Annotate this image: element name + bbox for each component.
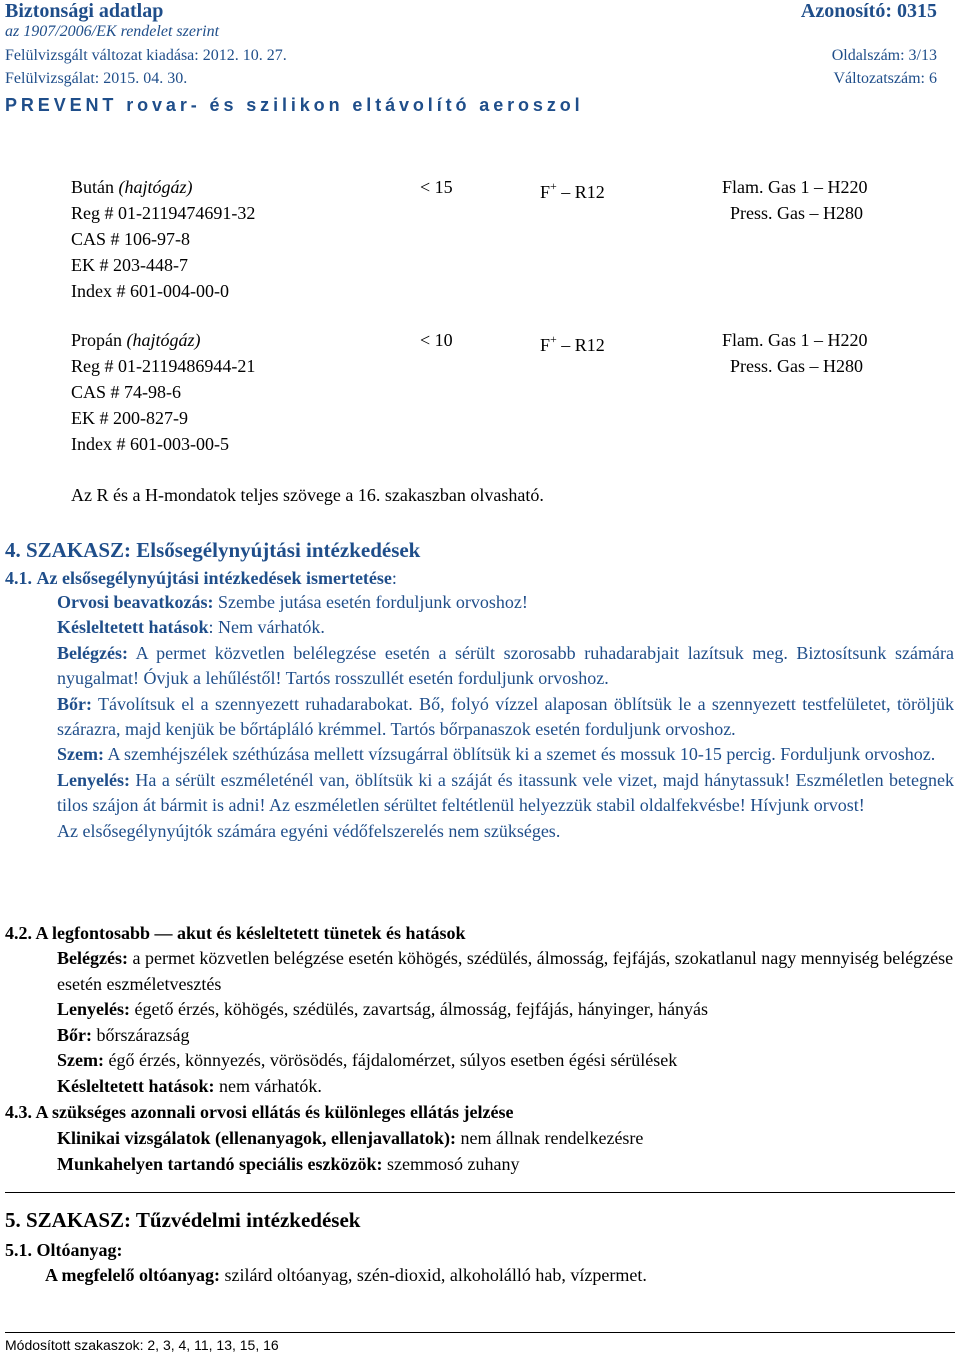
section-4-title: 4. SZAKASZ: Elsősegélynyújtási intézkedések xyxy=(5,538,421,562)
subsection-number: 4.3. xyxy=(5,1102,32,1122)
medical-attention-list xyxy=(57,1126,954,1177)
class-symbol: F xyxy=(540,335,551,355)
inhalation-item: Belégzés: A permet közvetlen belélegzése esetén a sérült szorosabb ruhadarabjait lazítsuk meg. Biztosítsunk számára nyugalmat! Óvjuk a lehűléstől! Tartós rosszullét esetén forduljunk orvoshoz. xyxy=(57,642,954,689)
class-superscript: + xyxy=(550,179,557,193)
cas-number: CAS # 74-98-6 xyxy=(71,382,182,402)
subsection-number: 4.1. xyxy=(5,568,32,588)
substance-classification xyxy=(540,174,605,205)
class-superscript: + xyxy=(550,332,557,346)
subsection-4-2-heading xyxy=(5,923,466,944)
rh-phrases-note: Az R és a H-mondatok teljes szövege a 16. szakaszban olvasható. xyxy=(71,485,544,505)
page-number: Oldalszám: 3/13 xyxy=(831,47,937,64)
ek-number: EK # 203-448-7 xyxy=(71,255,188,275)
substance-classification xyxy=(540,327,605,358)
first-aider-note: Az elsősegélynyújtók számára egyéni védőfelszerelés nem szükséges. xyxy=(57,820,561,841)
document-id: Azonosító: 0315 xyxy=(800,0,937,22)
footer-divider xyxy=(5,1332,955,1333)
ingestion-item: Lenyelés: Ha a sérült eszméleténél van, öblítsük ki a száját és itassunk vele vizet, majd hánytassuk! Eszméletlen betegnek tilos szájon át bármit is adni! Az eszméletlen sérültet feltétlenül helyezzük stabil oldalfekvésbe! Hívjunk orvost! xyxy=(57,769,954,816)
subsection-number: 5.1. xyxy=(5,1240,32,1260)
subsection-4-3-heading xyxy=(5,1102,513,1123)
class-dash: – xyxy=(561,182,571,202)
reg-number: Reg # 01-2119474691-32 xyxy=(71,203,256,223)
index-number: Index # 601-004-00-0 xyxy=(71,281,229,301)
extinguishing-text: szilárd oltóanyag, szén-dioxid, alkoholálló hab, vízpermet. xyxy=(219,1265,647,1285)
hazard-class-2: Press. Gas – H280 xyxy=(730,356,863,376)
product-name: PREVENT rovar- és szilikon eltávolító aeroszol xyxy=(5,95,584,115)
class-symbol: F xyxy=(540,182,551,202)
subsection-title: A szükséges azonnali orvosi ellátás és különleges ellátás jelzése xyxy=(35,1102,514,1122)
review-date: Felülvizsgálat: 2015. 04. 30. xyxy=(5,70,188,87)
r-phrase: R12 xyxy=(574,335,605,355)
cas-number: CAS # 106-97-8 xyxy=(71,229,191,249)
eye-item: Szem: A szemhéjszélek széthúzása mellett vízsugárral öblítsük ki a szemet és mossuk 10-15 percig. Forduljunk orvoshoz. xyxy=(57,744,936,765)
skin-item: Bőr: Távolítsuk el a szennyezett ruhadarabokat. Bő, folyó vízzel alaposan öblítsük le a szennyezett testfelületet, töröljük szárazra, majd kenjük be bőrtápláló krémmel. Tartós bőrpanaszok esetén forduljunk orvoshoz. xyxy=(57,693,954,740)
extinguishing-label: A megfelelő oltóanyag: xyxy=(45,1265,220,1285)
subsection-title: Oltóanyag: xyxy=(36,1240,123,1260)
substance-note: (hajtógáz) xyxy=(118,177,193,197)
symptom-inhalation: Belégzés: a permet közvetlen belégzése esetén köhögés, szédülés, álmosság, fejfájás, szokatlanul nagy mennyiség belégzése esetén eszméletvesztés xyxy=(57,948,954,994)
workplace-equipment-item: Munkahelyen tartandó speciális eszközök: szemmosó zuhany xyxy=(57,1153,520,1174)
symptom-ingestion: Lenyelés: égető érzés, köhögés, szédülés, zavartság, álmosság, fejfájás, hányinger, hányás xyxy=(57,999,709,1019)
substance-name: Propán xyxy=(71,330,122,350)
subsection-title: A legfontosabb — akut és késleltetett tünetek és hatások xyxy=(35,923,466,943)
extinguishing-media xyxy=(45,1263,942,1289)
document-title: Biztonsági adatlap xyxy=(5,0,164,22)
symptoms-list xyxy=(57,946,954,1099)
index-number: Index # 601-003-00-5 xyxy=(71,434,229,454)
symptom-delayed: Késleltetett hatások: nem várhatók. xyxy=(57,1075,322,1096)
version-number: Változatszám: 6 xyxy=(833,70,937,87)
substance-concentration: < 15 xyxy=(420,177,453,197)
subsection-4-1-heading xyxy=(5,568,397,589)
hazard-class-1: Flam. Gas 1 – H220 xyxy=(722,177,868,197)
revised-issue-date: Felülvizsgált változat kiadása: 2012. 10. 27. xyxy=(5,47,287,64)
subsection-colon: : xyxy=(391,568,397,588)
section-divider xyxy=(5,1192,955,1193)
hazard-class-2: Press. Gas – H280 xyxy=(730,203,863,223)
hazard-class-1: Flam. Gas 1 – H220 xyxy=(722,330,868,350)
modified-sections-footer: Módosított szakaszok: 2, 3, 4, 11, 13, 15, 16 xyxy=(5,1337,279,1353)
clinical-tests-item: Klinikai vizsgálatok (ellenanyagok, ellenjavallatok): nem állnak rendelkezésre xyxy=(57,1128,644,1148)
substance-concentration: < 10 xyxy=(420,330,453,350)
regulation-subtitle: az 1907/2006/EK rendelet szerint xyxy=(5,23,220,40)
substance-name: Bután xyxy=(71,177,114,197)
delayed-effects-item: Késleltetett hatások: Nem várhatók. xyxy=(57,617,325,638)
subsection-5-1-heading xyxy=(5,1240,123,1261)
first-aid-measures xyxy=(57,590,954,844)
symptom-eye: Szem: égő érzés, könnyezés, vörösödés, fájdalomérzet, súlyos esetben égési sérülések xyxy=(57,1050,678,1070)
section-5-title: 5. SZAKASZ: Tűzvédelmi intézkedések xyxy=(5,1208,361,1232)
symptom-skin: Bőr: bőrszárazság xyxy=(57,1024,190,1045)
substance-note: (hajtógáz) xyxy=(126,330,201,350)
subsection-number: 4.2. xyxy=(5,923,32,943)
subsection-title: Az elsősegélynyújtási intézkedések ismertetése xyxy=(36,568,392,588)
reg-number: Reg # 01-2119486944-21 xyxy=(71,356,256,376)
ek-number: EK # 200-827-9 xyxy=(71,408,188,428)
class-dash: – xyxy=(561,335,571,355)
r-phrase: R12 xyxy=(574,182,605,202)
medical-intervention-item: Orvosi beavatkozás: Szembe jutása esetén forduljunk orvoshoz! xyxy=(57,592,528,612)
